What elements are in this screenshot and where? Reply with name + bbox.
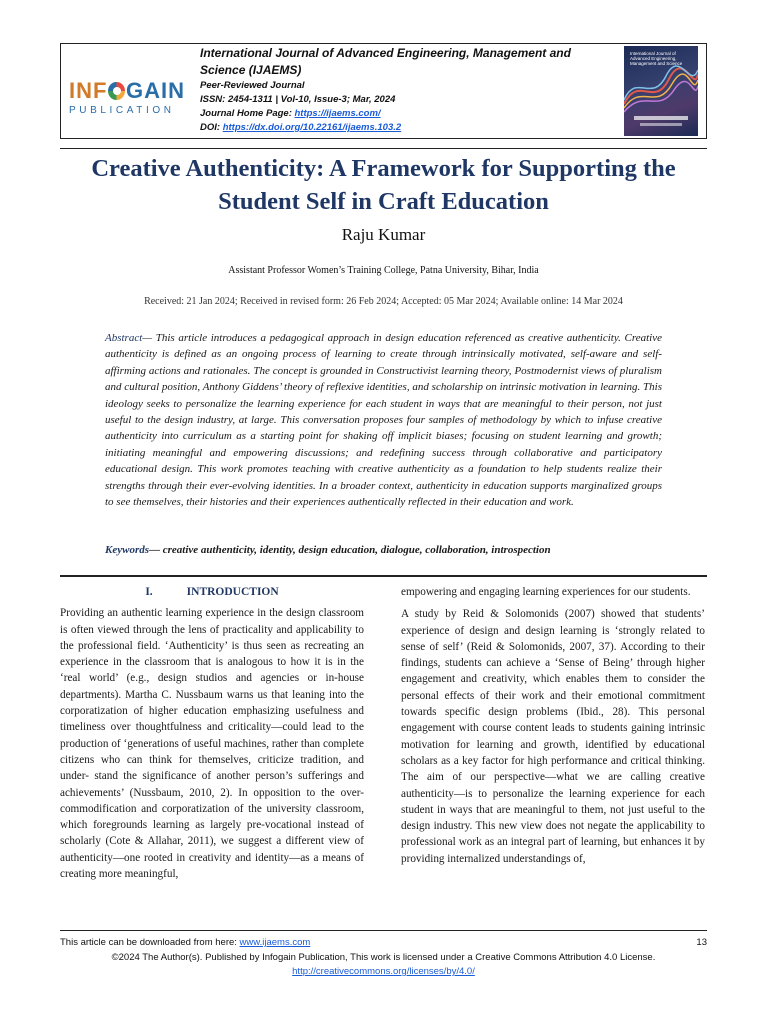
homepage-label: Journal Home Page: xyxy=(200,108,295,119)
logo-word-left: INF xyxy=(69,78,108,103)
author-affiliation: Assistant Professor Women’s Training College, Patna University, Bihar, India xyxy=(228,265,539,276)
body-paragraph: A study by Reid & Solomonids (2007) showed that students’ experience of design and design learning is ‘strongly related to sense of self’ (Reid & Solomonids, 2007, 37). According to their findings, students can achieve a ‘Sense of Being’ through higher engagement and creativity, which enables them to consider the personal effects of their work and their emotional commitment towards specific design problems (Ibid., 28). This personal engagement with course content leads to students gaining intrinsic motivation for learning and growth, identified by educational scholars as a key factor for high performance and critical thinking. The aim of our perspective—what we are calling creative authenticity—is to personalize the learning experience for each student in ways that are meaningful to them, not just useful to the design industry. This new view does not negate the applicability to professional work as an integral part of learning, but enhances it by providing internalized understandings of, xyxy=(401,608,705,865)
doi-line xyxy=(200,121,610,135)
homepage-line xyxy=(200,107,610,121)
issn-line: ISSN: 2454-1311 | Vol-10, Issue-3; Mar, 2024 xyxy=(200,94,396,105)
journal-cover-image xyxy=(624,46,698,136)
cover-art xyxy=(624,64,698,114)
abstract xyxy=(105,330,662,510)
license-link[interactable]: http://creativecommons.org/licenses/by/4.0/ xyxy=(292,966,475,977)
logo-globe-icon xyxy=(108,82,125,100)
doi-link[interactable]: https://dx.doi.org/10.22161/ijaems.103.2 xyxy=(222,122,402,133)
section-number: I. xyxy=(145,586,153,598)
section-title: INTRODUCTION xyxy=(186,586,279,598)
abstract-text: — This article introduces a pedagogical approach in design education referenced as creative authenticity. Creative authenticity is defined as an ongoing process of learning to create through intrinsically motivated, self-aware and self-affirming actions and rationales. The concept is grounded in Constructivist learning theory, Postmodernist views of pluralism and cultural position, Anthony Giddens’ theory of reflexive identities, and scholarship on intrinsic motivation in learning. This ideology seeks to personalize the learning experience for each student in ways that are meaningful to their person, not just useful to the design industry, at large. This conversation proposes four samples of methodology by which to infuse creative authenticity into curriculum as a starting point for shaking off implicit biases; focusing on student learning and growth; initiating meaningful and empowering discussions; and redefining success through collaborative and participatory educational design. This work promotes teaching with creative authenticity as a foundation to help students realize their strengths through their ever-evolving identities. In a broader context, authenticity in education supports marginalized groups to see themselves, their histories and their experiences authentically reflected in their education and work. xyxy=(105,332,662,509)
journal-info xyxy=(200,44,610,135)
download-line xyxy=(60,937,310,948)
download-label: This article can be downloaded from here: xyxy=(60,937,240,948)
logo-word-right: GAIN xyxy=(126,78,185,103)
left-column xyxy=(60,584,364,888)
abstract-label: Abstract xyxy=(105,332,143,344)
cover-footer-bar xyxy=(640,123,682,126)
keywords-text: — creative authenticity, identity, design education, dialogue, collaboration, introspection xyxy=(149,544,551,556)
doi-label: DOI: xyxy=(200,122,223,133)
section-rule xyxy=(60,575,707,577)
license-block xyxy=(60,951,707,979)
peer-reviewed: Peer-Reviewed Journal xyxy=(200,80,305,91)
right-column xyxy=(401,584,705,873)
copyright-text: ©2024 The Author(s). Published by Infogain Publication, This work is licensed under a Creative Commons Attribution 4.0 License. xyxy=(111,952,656,963)
author-name: Raju Kumar xyxy=(341,225,426,244)
cover-title: International Journal of Advanced Engineering, Management and Science xyxy=(630,51,683,66)
keywords-label: Keywords xyxy=(105,544,149,556)
publisher-logo xyxy=(69,80,185,120)
cover-footer-bar xyxy=(634,116,688,120)
logo-subtitle: PUBLICATION xyxy=(69,105,175,116)
journal-title: International Journal of Advanced Engineering, Management and Science (IJAEMS) xyxy=(200,46,571,77)
homepage-link[interactable]: https://ijaems.com/ xyxy=(294,108,381,119)
journal-header xyxy=(60,43,707,139)
keywords xyxy=(105,544,662,556)
download-link[interactable]: www.ijaems.com xyxy=(239,937,311,948)
footer-rule xyxy=(60,930,707,931)
section-heading xyxy=(60,584,364,600)
header-rule xyxy=(60,148,707,149)
paper-title: Creative Authenticity: A Framework for Supporting the Student Self in Craft Education xyxy=(91,155,676,215)
publication-dates: Received: 21 Jan 2024; Received in revised form: 26 Feb 2024; Accepted: 05 Mar 2024; Available online: 14 Mar 2024 xyxy=(144,296,623,307)
body-paragraph: Providing an authentic learning experience in the design classroom is often viewed through the lens of practicality and applicability to the professional field. ‘Authenticity’ is thus seen as recreating an experience in the classroom that is analogous to how it is in the ‘real world’ (e.g., design studios and agencies or in-house departments). Martha C. Nussbaum warns us that leaning into the corporatization of higher education emphasizing usefulness and timeliness over thoughtfulness and criticality—could lead to the production of ‘generations of useful machines, rather than complete citizens who can think for themselves, criticize tradition, and under- stand the significance of another person’s sufferings and achievements’ (Nussbaum, 2010, 2). In opposition to the over-commodification and corporatization of the university classroom, which foregrounds learning as largely pre-vocational instead of scholarly (Cote & Allahar, 2011), we suggest a different view of authenticity—one rooted in creativity and identity—as a means of creating more meaningful, xyxy=(60,607,364,881)
page-number: 13 xyxy=(696,937,707,948)
body-paragraph: empowering and engaging learning experiences for our students. xyxy=(401,586,691,598)
